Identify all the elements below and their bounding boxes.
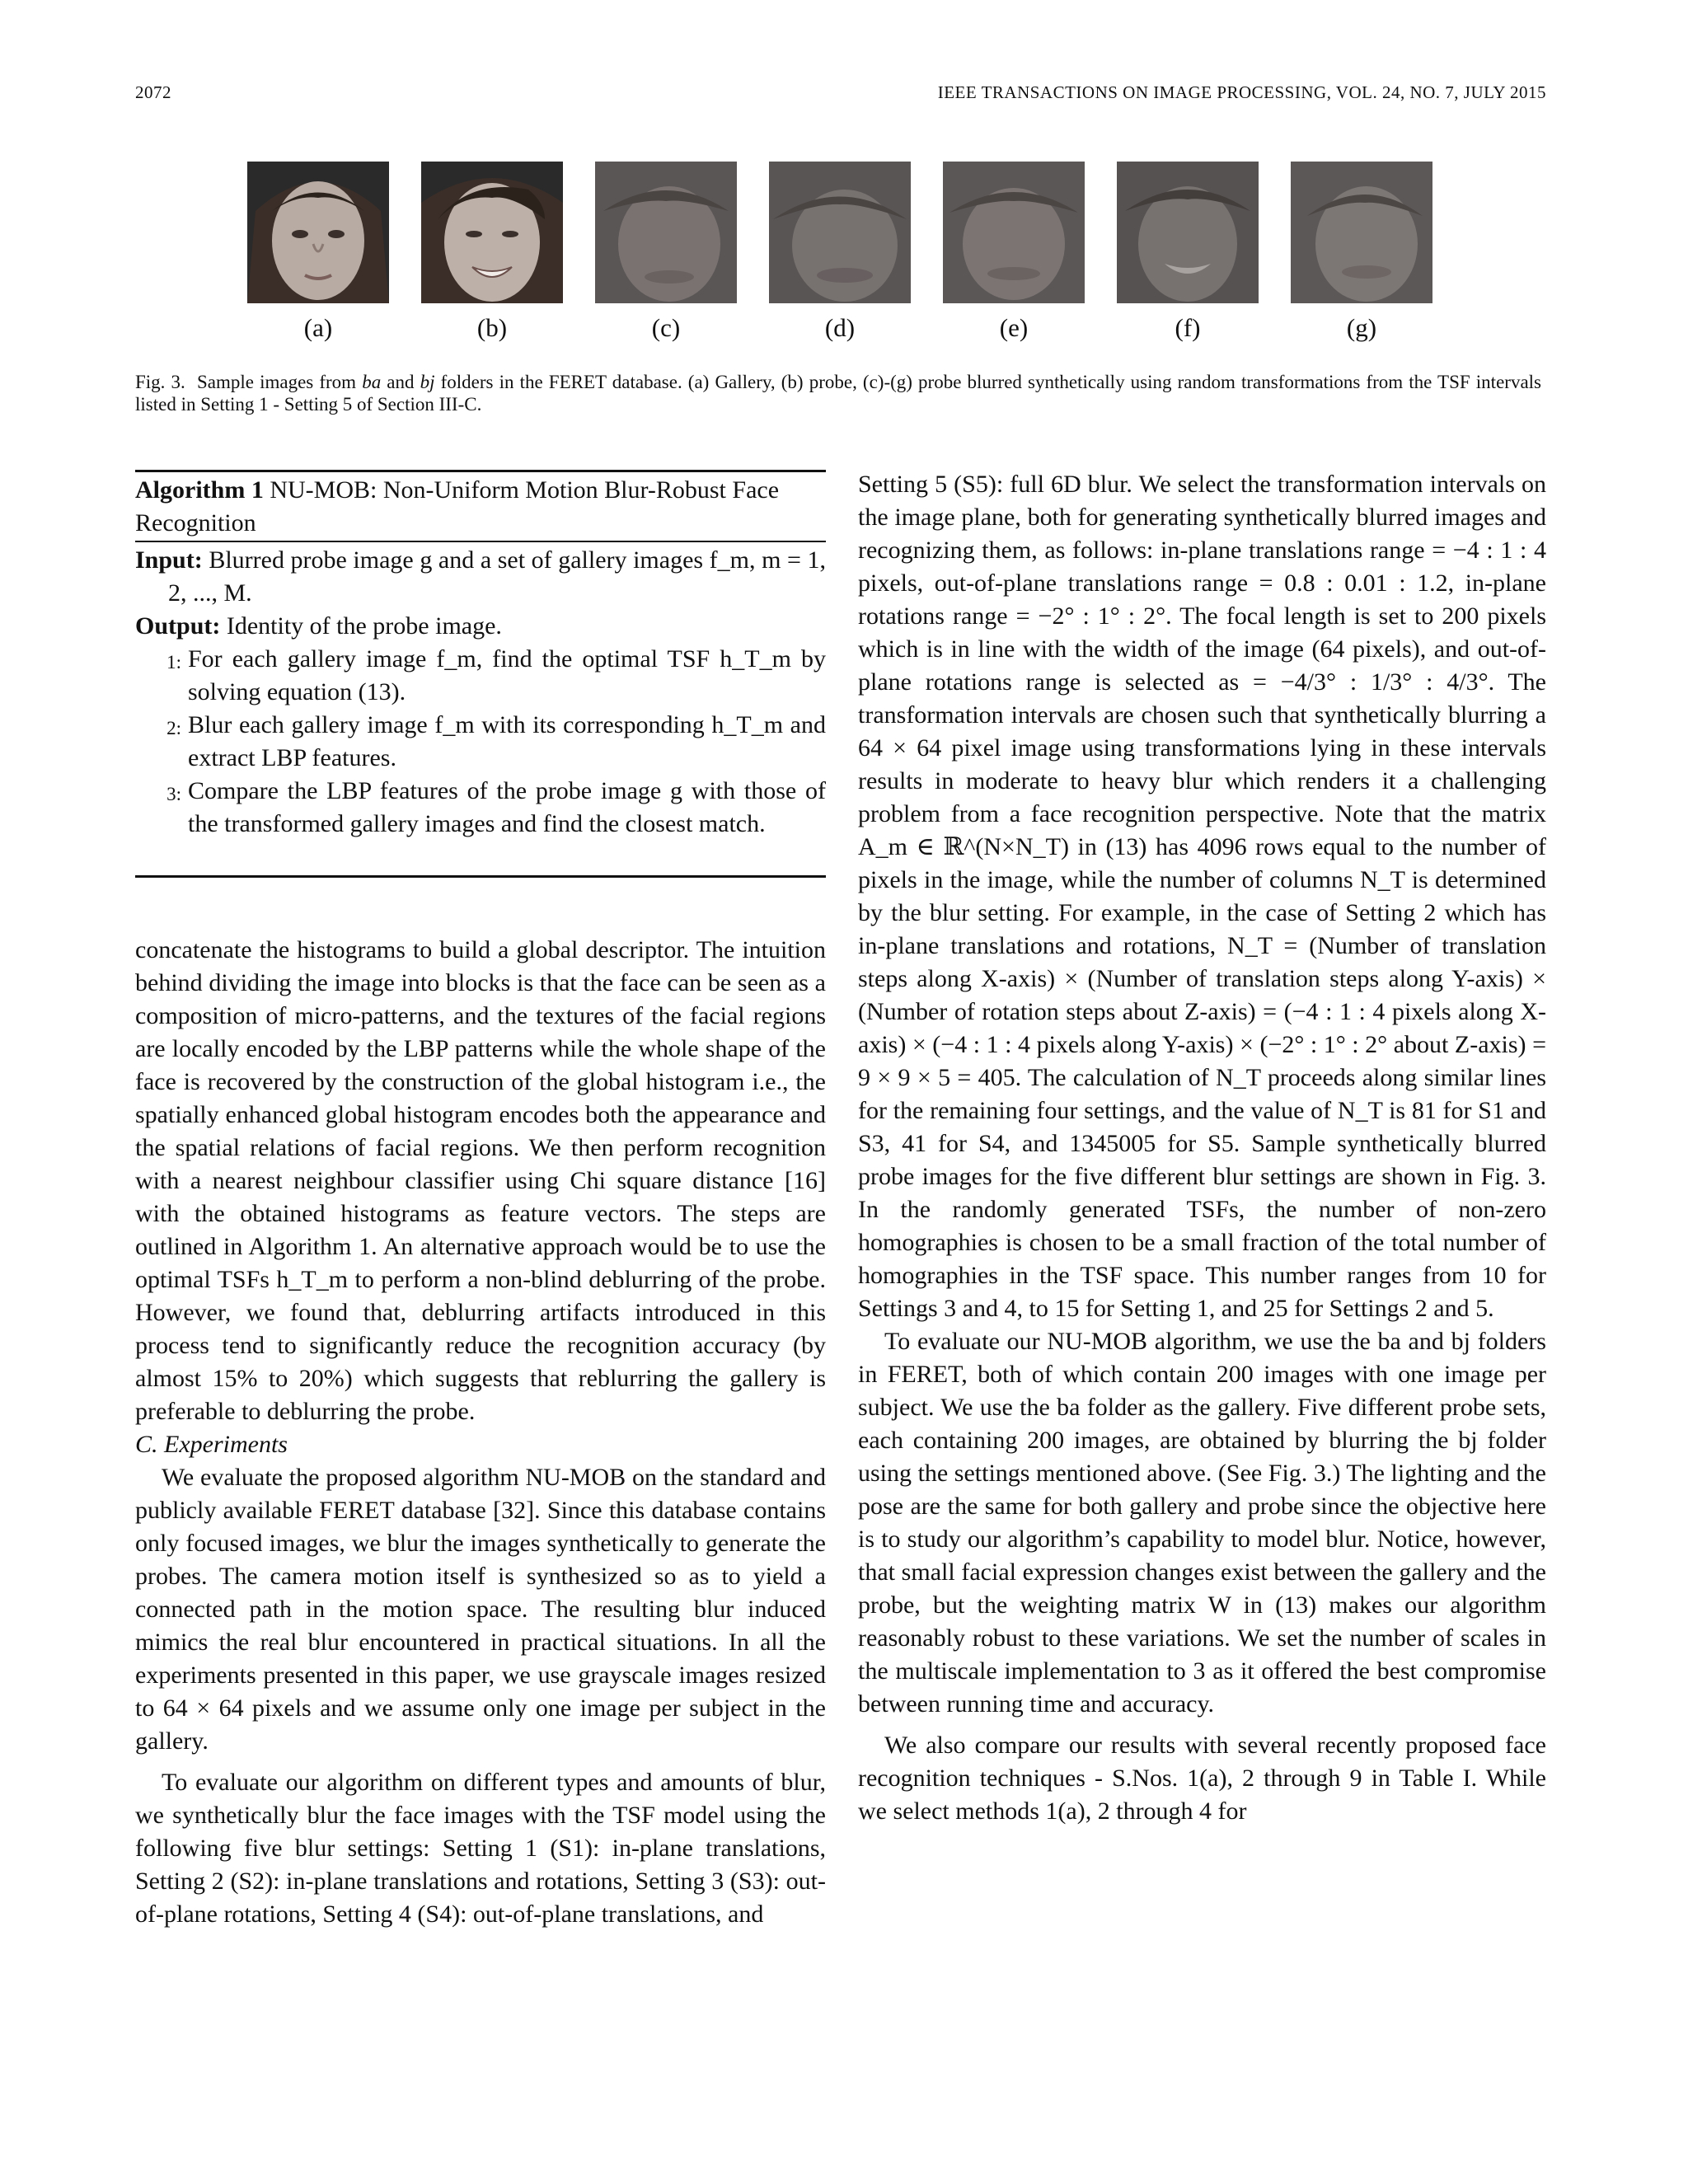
face-image-f <box>1117 162 1259 303</box>
algorithm-step: 1: For each gallery image f_m, find the optimal TSF h_T_m by solving equation (13). <box>166 645 826 705</box>
page-number: 2072 <box>135 82 171 102</box>
algorithm-body <box>135 544 826 841</box>
face-image-e <box>943 162 1085 303</box>
caption-text-1: Sample images from <box>197 372 363 392</box>
caption-prefix: Fig. 3. <box>135 372 185 392</box>
algorithm-name: NU-MOB: Non-Uniform Motion Blur-Robust Face Recognition <box>135 476 780 537</box>
figure-label-b: (b) <box>476 313 508 342</box>
figure-label-d: (d) <box>824 313 856 342</box>
right-paragraph-3: We also compare our results with several recently proposed face recognition techniques - S.Nos. 1(a), 2 through 9 in Table I. While we select methods 1(a), 2 through 4 for <box>858 1732 1546 1825</box>
left-paragraph-3: To evaluate our algorithm on different types and amounts of blur, we synthetically blur the face images with the TSF model using the following five blur settings: Setting 1 (S1): in-plane translations, Setting 2 (S2): in-plane translations and rotations, Setting 3 (S3): out-of-plane rotations, Setting 4 (S4): out-of-plane translations, and <box>135 1769 826 1928</box>
face-image-b <box>421 162 563 303</box>
section-heading: C. Experiments <box>135 1431 288 1458</box>
right-column <box>858 468 1546 1828</box>
caption-text-2: folders in the FERET database. (a) Gallery, (b) probe, (c)-(g) probe blurred synthetically using random transformations from the TSF intervals listed in Setting 1 - Setting 5 of Section III-C. <box>135 372 1541 415</box>
algorithm-step: 3: Compare the LBP features of the probe image g with those of the transformed gallery images and find the closest match. <box>166 777 826 837</box>
face-image-g <box>1291 162 1432 303</box>
algorithm-output: Output: Identity of the probe image. <box>135 612 502 640</box>
face-image-a <box>247 162 389 303</box>
figure-3 <box>247 162 1434 303</box>
left-paragraph-2: We evaluate the proposed algorithm NU-MOB on the standard and publicly available FERET database [32]. Since this database contains only focused images, we blur the images synthetically to generate the probes. The camera motion itself is synthesized so as to yield a connected path in the motion space. The resulting blur induced mimics the real blur encountered in practical situations. In all the experiments presented in this paper, we use grayscale images resized to 64 × 64 pixels and we assume only one image per subject in the gallery. <box>135 1464 826 1755</box>
figure-label-c: (c) <box>651 313 681 342</box>
algorithm-mid-rule <box>135 541 826 542</box>
face-image-d <box>769 162 911 303</box>
algorithm-bottom-rule <box>135 875 826 878</box>
figure-label-a: (a) <box>303 313 333 342</box>
figure-caption <box>135 371 1541 415</box>
right-paragraph-1: Setting 5 (S5): full 6D blur. We select the transformation intervals on the image plane, both for generating synthetically blurred images and recognizing them, as follows: in-plane translations range = −4 : 1 : 4 pixels, out-of-plane translations range = 0.8 : 0.01 : 1.2, in-plane rotations range = −2° : 1° : 2°. The focal length is set to 200 pixels which is in line with the width of the image (64 pixels), and out-of-plane rotations range is selected as = −4/3° : 1/3° : 4/3°. The transformation intervals are chosen such that synthetically blurring a 64 × 64 pixel image using transformations lying in these intervals results in moderate to heavy blur which renders it a challenging problem from a face recognition perspective. Note that the matrix A_m ∈ ℝ^(N×N_T) in (13) has 4096 rows equal to the number of pixels in the image, while the number of columns N_T is determined by the blur setting. For example, in the case of Setting 2 which has in-plane translations and rotations, N_T = (Number of translation steps along X-axis) × (Number of translation steps along Y-axis) × (Number of rotation steps about Z-axis) = (−4 : 1 : 4 pixels along X-axis) × (−4 : 1 : 4 pixels along Y-axis) × (−2° : 1° : 2° about Z-axis) = 9 × 9 × 5 = 405. The calculation of N_T proceeds along similar lines for the remaining four settings, and the value of N_T is 81 for S1 and S3, 41 for S4, and 1345005 for S5. Sample synthetically blurred probe images for the five different blur settings are shown in Fig. 3. In the randomly generated TSFs, the number of non-zero homographies is chosen to be a small fraction of the total number of homographies in the TSF space. This number ranges from 10 for Settings 3 and 4, to 15 for Setting 1, and 25 for Settings 2 and 5. <box>858 471 1546 1322</box>
running-header: IEEE TRANSACTIONS ON IMAGE PROCESSING, VOL. 24, NO. 7, JULY 2015 <box>937 82 1546 102</box>
left-paragraph-1: concatenate the histograms to build a global descriptor. The intuition behind dividing the image into blocks is that the face can be seen as a composition of micro-patterns, and the textures of the facial regions are locally encoded by the LBP patterns while the whole shape of the face is recovered by the construction of the global histogram i.e., the spatially enhanced global histogram encodes both the appearance and the spatial relations of facial regions. We then perform recognition with a nearest neighbour classifier using Chi square distance [16] with the obtained histograms as feature vectors. The steps are outlined in Algorithm 1. An alternative approach would be to use the optimal TSFs h_T_m to perform a non-blind deblurring of the probe. However, we found that, deblurring artifacts introduced in this process tend to significantly reduce the recognition accuracy (by almost 15% to 20%) which suggests that reblurring the gallery is preferable to deblurring the probe. <box>135 936 826 1425</box>
caption-ba: ba <box>362 372 382 392</box>
algorithm-title <box>135 474 826 540</box>
face-image-c <box>595 162 737 303</box>
caption-and: and <box>381 372 420 392</box>
right-paragraph-2: To evaluate our NU-MOB algorithm, we use the ba and bj folders in FERET, both of which contain 200 images with one image per subject. We use the ba folder as the gallery. Five different probe sets, each containing 200 images, are obtained by blurring the bj folder using the settings mentioned above. (See Fig. 3.) The lighting and the pose are the same for both gallery and probe since the objective here is to study our algorithm’s capability to model blur. Notice, however, that small facial expression changes exist between the gallery and the probe, but the weighting matrix W in (13) makes our algorithm reasonably robust to these variations. We set the number of scales in the multiscale implementation to 3 as it offered the best compromise between running time and accuracy. <box>858 1328 1546 1718</box>
algorithm-input: Input: Blurred probe image g and a set of gallery images f_m, m = 1, 2, ..., M. <box>135 546 826 607</box>
left-column <box>135 934 826 1931</box>
algorithm-label: Algorithm 1 <box>135 476 264 504</box>
algorithm-step: 2: Blur each gallery image f_m with its corresponding h_T_m and extract LBP features. <box>166 711 826 771</box>
figure-label-g: (g) <box>1346 313 1377 342</box>
caption-bj: bj <box>420 372 435 392</box>
figure-label-e: (e) <box>999 313 1029 342</box>
figure-label-f: (f) <box>1175 313 1201 342</box>
algorithm-top-rule <box>135 470 826 472</box>
